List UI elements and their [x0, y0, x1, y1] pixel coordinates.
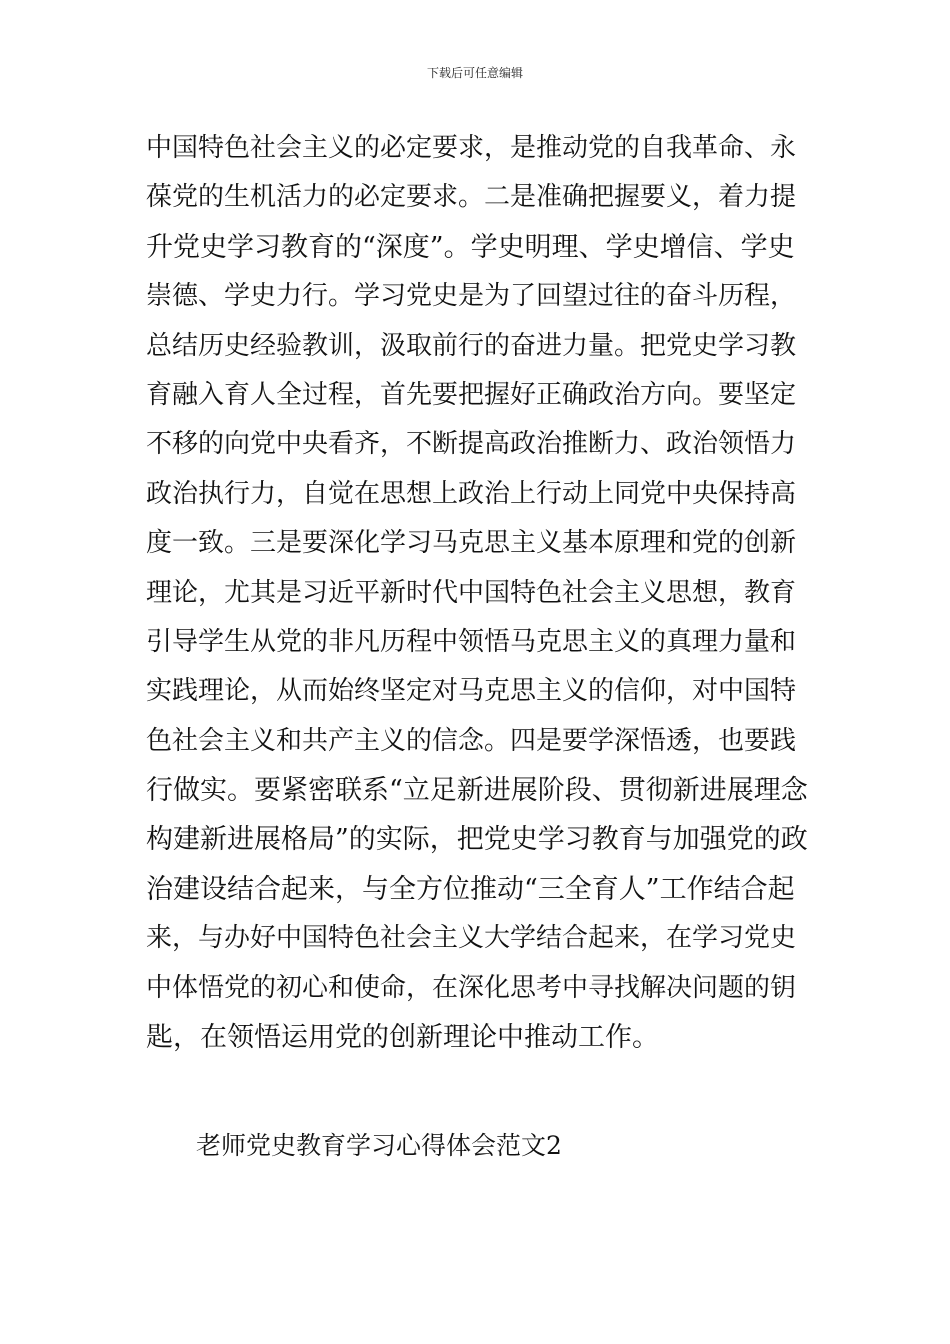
text-line: 行做实。要紧密联系“立足新进展阶段、贯彻新进展理念	[146, 775, 808, 807]
text-line: 构建新进展格局”的实际，把党史学习教育与加强党的政	[146, 824, 808, 856]
text-line: 育融入育人全过程，首先要把握好正确政治方向。要坚定	[146, 379, 797, 410]
text-line: 崇德、学史力行。学习党史是为了回望过往的奋斗历程，	[146, 281, 797, 312]
body-paragraph	[146, 124, 808, 1062]
text-line: 引导学生从党的非凡历程中领悟马克思主义的真理力量和	[146, 626, 797, 657]
text-line: 升党史学习教育的“深度”。学史明理、学史增信、学史	[146, 231, 795, 263]
text-line: 色社会主义和共产主义的信念。四是要学深悟透，也要践	[146, 725, 797, 756]
text-line: 中国特色社会主义的必定要求，是推动党的自我革命、永	[146, 133, 797, 163]
text-line: 匙，在领悟运用党的创新理论中推动工作。	[146, 1022, 659, 1054]
text-line: 理论，尤其是习近平新时代中国特色社会主义思想，教育	[146, 577, 797, 608]
text-line: 来，与办好中国特色社会主义大学结合起来，在学习党史	[146, 923, 797, 954]
text-line: 不移的向党中央看齐，不断提高政治推断力、政治领悟力	[146, 429, 797, 460]
text-line: 政治执行力，自觉在思想上政治上行动上同党中央保持高	[146, 478, 797, 509]
text-line: 度一致。三是要深化学习马克思主义基本原理和党的创新	[146, 528, 797, 559]
section-heading: 老师党史教育学习心得体会范文2	[196, 1131, 562, 1160]
text-line: 实践理论，从而始终坚定对马克思主义的信仰，对中国特	[146, 676, 797, 707]
text-line: 治建设结合起来，与全方位推动“三全育人”工作结合起	[146, 873, 795, 905]
text-line: 中体悟党的初心和使命，在深化思考中寻找解决问题的钥	[146, 972, 797, 1003]
text-line: 总结历史经验教训，汲取前行的奋进力量。把党史学习教	[146, 330, 797, 361]
header-note: 下载后可任意编辑	[426, 66, 523, 80]
text-line: 葆党的生机活力的必定要求。二是准确把握要义，着力提	[146, 182, 797, 213]
